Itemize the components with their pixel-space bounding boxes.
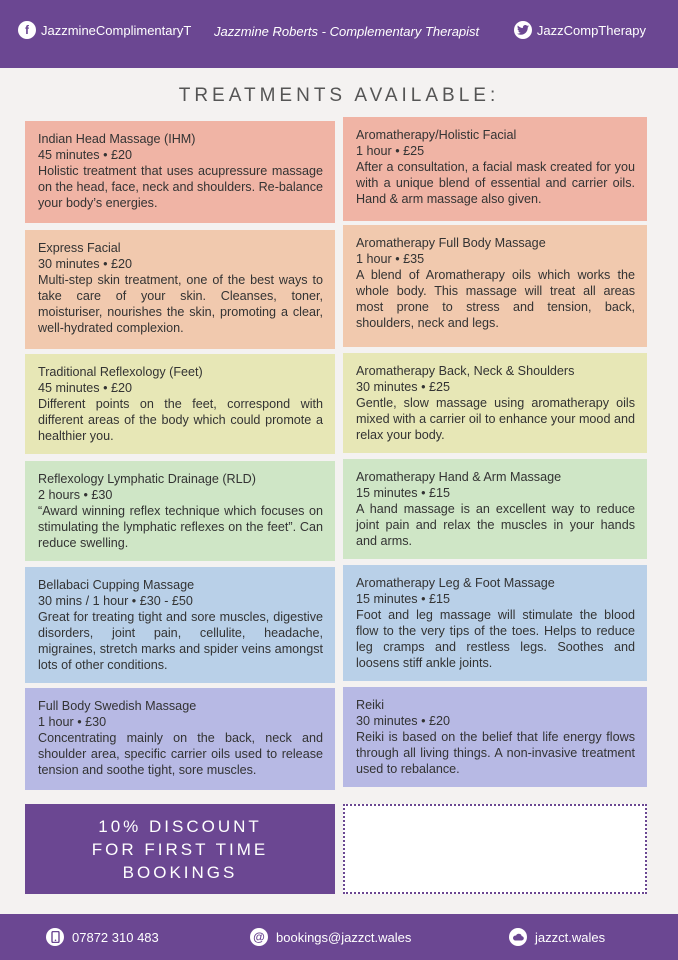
treatment-name: Indian Head Massage (IHM) <box>38 132 196 146</box>
treatment-name: Reiki <box>356 698 384 712</box>
treatment-description: “Award winning reflex technique which focuses on stimulating the lymphatic reflexes on the feet”. Can reduce swelling. <box>38 504 323 550</box>
facebook-link[interactable] <box>18 21 191 39</box>
twitter-link[interactable] <box>514 21 646 39</box>
treatment-duration-price: 1 hour • £35 <box>356 252 425 266</box>
treatment-duration-price: 2 hours • £30 <box>38 488 113 502</box>
phone-number: 07872 310 483 <box>72 929 159 945</box>
treatment-card <box>25 567 335 683</box>
facebook-icon: f <box>18 21 36 39</box>
treatment-name: Aromatherapy Full Body Massage <box>356 236 546 250</box>
treatment-card <box>343 459 647 559</box>
treatment-name: Bellabaci Cupping Massage <box>38 578 195 592</box>
treatment-name: Express Facial <box>38 241 121 255</box>
notes-box <box>343 804 647 894</box>
treatment-duration-price: 45 minutes • £20 <box>38 148 133 162</box>
discount-line: BOOKINGS <box>122 863 238 882</box>
treatment-name: Aromatherapy Leg & Foot Massage <box>356 576 555 590</box>
treatment-description: Reiki is based on the belief that life energy flows through all living things. A non-invasive treatment used to rebalance. <box>356 730 635 776</box>
treatment-card <box>25 688 335 790</box>
treatment-duration-price: 45 minutes • £20 <box>38 381 133 395</box>
treatment-card <box>343 565 647 681</box>
facebook-handle: JazzmineComplimentaryT <box>41 22 192 38</box>
discount-banner <box>25 804 335 894</box>
treatment-name: Aromatherapy/Holistic Facial <box>356 128 517 142</box>
cloud-icon <box>509 928 527 946</box>
treatment-duration-price: 1 hour • £25 <box>356 144 425 158</box>
phone-contact[interactable] <box>46 928 159 946</box>
treatment-card <box>343 353 647 453</box>
header-bar <box>0 0 678 68</box>
treatment-card <box>343 687 647 787</box>
treatment-duration-price: 15 minutes • £15 <box>356 486 451 500</box>
treatment-duration-price: 1 hour • £30 <box>38 715 107 729</box>
website-link[interactable] <box>509 928 605 946</box>
email-contact[interactable] <box>250 928 411 946</box>
treatment-card <box>25 230 335 349</box>
footer-bar <box>0 914 678 960</box>
treatment-name: Full Body Swedish Massage <box>38 699 197 713</box>
treatment-description: Great for treating tight and sore muscles, digestive disorders, joint pain, cellulite, headache, migraines, stretch marks and spider veins amongst lots of other conditions. <box>38 610 323 672</box>
treatment-description: Concentrating mainly on the back, neck and shoulder area, specific carrier oils used to release tension and soothe tight, sore muscles. <box>38 731 323 777</box>
treatment-description: Different points on the feet, correspond with different areas of the body which could promote a healthier you. <box>38 397 323 443</box>
treatment-duration-price: 30 minutes • £25 <box>356 380 451 394</box>
treatment-card <box>25 121 335 223</box>
phone-icon <box>46 928 64 946</box>
header-tagline: Jazzmine Roberts - Complementary Therapist <box>214 24 480 39</box>
treatment-description: Foot and leg massage will stimulate the blood flow to the very tips of the toes. Helps to reduce leg cramps and restless legs. Soothes and loosens stiff ankle joints. <box>356 608 635 670</box>
at-icon: @ <box>250 928 268 946</box>
twitter-icon <box>514 21 532 39</box>
email-address: bookings@jazzct.wales <box>276 929 412 945</box>
website-address: jazzct.wales <box>535 929 606 945</box>
treatment-name: Aromatherapy Back, Neck & Shoulders <box>356 364 575 378</box>
twitter-handle: JazzCompTherapy <box>536 22 646 38</box>
treatment-description: Multi-step skin treatment, one of the best ways to take care of your skin. Cleanses, toner, moisturiser, nourishes the skin, promoting a clear, well-hydrated complexion. <box>38 273 323 335</box>
treatment-name: Traditional Reflexology (Feet) <box>38 365 203 379</box>
treatment-description: A blend of Aromatherapy oils which works the whole body. This massage will treat all areas most prone to stress and tension, back, shoulders, neck and legs. <box>356 268 635 330</box>
treatment-card <box>25 354 335 454</box>
treatment-name: Reflexology Lymphatic Drainage (RLD) <box>38 472 256 486</box>
treatment-duration-price: 15 minutes • £15 <box>356 592 451 606</box>
treatment-description: After a consultation, a facial mask created for you with a unique blend of essential and carrier oils. Hand & arm massage also given. <box>356 160 635 206</box>
treatment-description: Gentle, slow massage using aromatherapy oils mixed with a carrier oil to enhance your mood and relax your body. <box>356 396 635 442</box>
treatment-name: Aromatherapy Hand & Arm Massage <box>356 470 562 484</box>
treatment-duration-price: 30 mins / 1 hour • £30 - £50 <box>38 594 193 608</box>
treatment-duration-price: 30 minutes • £20 <box>38 257 133 271</box>
treatment-description: A hand massage is an excellent way to reduce joint pain and relax the muscles in your hands and arms. <box>356 502 635 548</box>
treatment-description: Holistic treatment that uses acupressure massage on the head, face, neck and shoulders. Re-balance your body’s energies. <box>38 164 323 210</box>
page-title: TREATMENTS AVAILABLE: <box>178 85 500 106</box>
treatment-duration-price: 30 minutes • £20 <box>356 714 451 728</box>
treatment-card <box>25 461 335 561</box>
discount-line: 10% DISCOUNT <box>98 817 262 836</box>
treatment-card <box>343 117 647 221</box>
treatments-grid <box>25 117 647 793</box>
discount-line: FOR FIRST TIME <box>91 840 269 859</box>
treatment-card <box>343 225 647 347</box>
